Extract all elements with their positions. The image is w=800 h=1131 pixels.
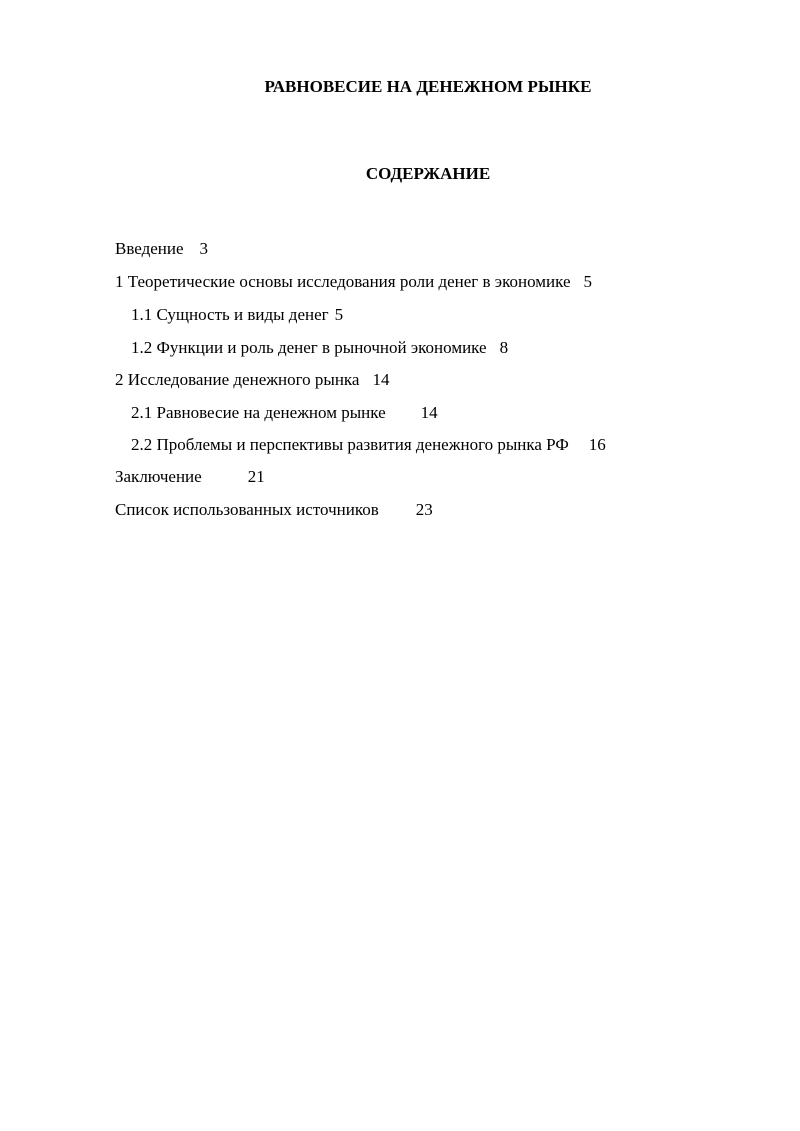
toc-entry-page: 5 — [334, 305, 344, 324]
toc-entry-page: 21 — [247, 467, 265, 486]
toc-entry-chapter-1 — [115, 271, 592, 293]
toc-entry-introduction — [115, 238, 208, 260]
toc-entry-section-2-1 — [131, 402, 438, 424]
toc-entry-title: Заключение — [115, 467, 202, 486]
toc-entry-conclusion — [115, 466, 265, 488]
toc-entry-page: 16 — [588, 435, 606, 454]
document-title: РАВНОВЕСИЕ НА ДЕНЕЖНОМ РЫНКЕ — [264, 77, 592, 96]
toc-entry-title: 2.2 Проблемы и перспективы развития денежного рынка РФ — [131, 435, 569, 454]
toc-entry-title: 1.1 Сущность и виды денег — [131, 305, 329, 324]
toc-entry-page: 8 — [499, 338, 509, 357]
toc-entry-page: 23 — [415, 500, 433, 519]
toc-entry-title: 2.1 Равновесие на денежном рынке — [131, 403, 386, 422]
toc-entry-references — [115, 499, 433, 521]
toc-entry-title: 2 Исследование денежного рынка — [115, 370, 360, 389]
toc-entry-title: Список использованных источников — [115, 500, 379, 519]
toc-entry-title: 1 Теоретические основы исследования роли денег в экономике — [115, 272, 571, 291]
toc-entry-page: 3 — [199, 239, 209, 258]
toc-entry-chapter-2 — [115, 369, 389, 391]
toc-entry-title: Введение — [115, 239, 184, 258]
toc-entry-title: 1.2 Функции и роль денег в рыночной экономике — [131, 338, 487, 357]
toc-entry-section-2-2 — [131, 434, 606, 456]
toc-entry-section-1-2 — [131, 337, 508, 359]
toc-heading: СОДЕРЖАНИЕ — [365, 164, 491, 183]
toc-entry-page: 5 — [583, 272, 592, 291]
toc-entry-page: 14 — [372, 370, 390, 389]
toc-entry-section-1-1 — [131, 304, 343, 326]
toc-entry-page: 14 — [420, 403, 438, 422]
